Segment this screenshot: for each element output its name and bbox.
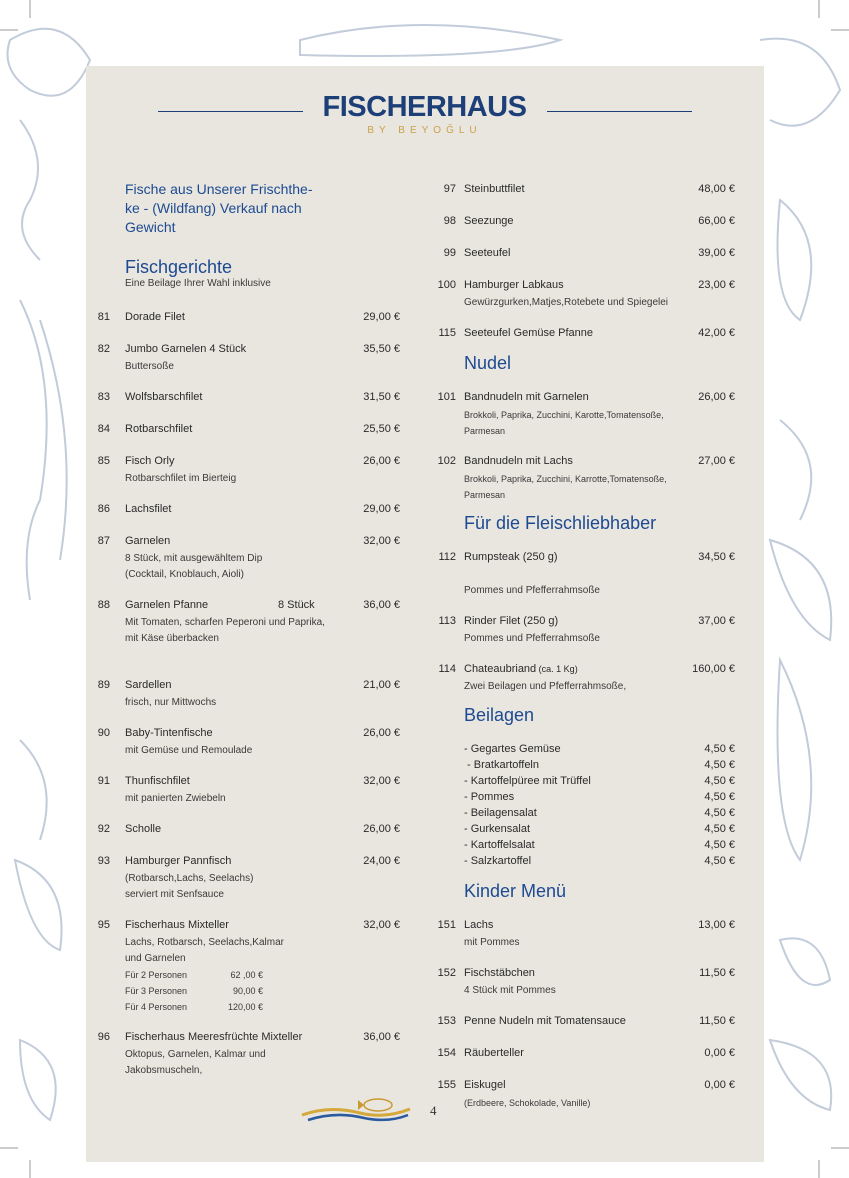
- intro-heading: Fische aus Unserer Frischthe- ke - (Wildfang) Verkauf nach Gewicht: [125, 181, 313, 235]
- item-number: 99: [443, 247, 456, 259]
- side-dish-price: 4,50 €: [704, 791, 735, 803]
- item-name: Bandnudeln mit Garnelen: [464, 391, 589, 403]
- item-description: mit Käse überbacken: [125, 633, 219, 644]
- item-description: Parmesan: [464, 490, 506, 500]
- item-description: Zwei Beilagen und Pfefferrahmsoße,: [464, 681, 627, 692]
- item-price: 26,00 €: [363, 727, 400, 739]
- side-dish-name: - Kartoffelpüree mit Trüffel: [464, 775, 591, 787]
- item-extra: 8 Stück: [278, 599, 315, 611]
- item-number: 114: [438, 663, 456, 675]
- item-name: Penne Nudeln mit Tomatensauce: [464, 1015, 626, 1027]
- item-name: Rumpsteak (250 g): [464, 551, 558, 563]
- item-number: 153: [437, 1015, 456, 1027]
- item-number: 112: [438, 551, 456, 563]
- item-description: Jakobsmuscheln,: [125, 1065, 203, 1076]
- item-name: Seezunge: [464, 215, 514, 227]
- section-title-fischgerichte: Fischgerichte: [125, 257, 233, 277]
- item-number: 92: [97, 823, 110, 835]
- brand-sub: BY BEYOĞLU: [367, 125, 482, 136]
- item-number: 151: [437, 919, 456, 931]
- item-name: Garnelen Pfanne: [125, 599, 209, 611]
- item-number: 96: [97, 1031, 110, 1043]
- item-name: Eiskugel: [464, 1079, 506, 1091]
- item-price: 32,00 €: [363, 535, 400, 547]
- item-price: 32,00 €: [363, 919, 400, 931]
- item-number: 81: [97, 311, 110, 323]
- item-description: (Rotbarsch,Lachs, Seelachs): [125, 873, 254, 884]
- item-number: 87: [97, 535, 110, 547]
- side-dish-price: 4,50 €: [704, 743, 735, 755]
- item-number: 86: [97, 503, 110, 515]
- item-price: 0,00 €: [704, 1047, 735, 1059]
- item-price: 23,00 €: [698, 279, 735, 291]
- side-dish-name: - Salzkartoffel: [464, 855, 532, 867]
- item-name: Jumbo Garnelen 4 Stück: [125, 343, 247, 355]
- item-name: Seeteufel: [464, 247, 511, 259]
- item-number: 113: [438, 615, 456, 627]
- item-name: Thunfischfilet: [125, 775, 190, 787]
- item-description: Brokkoli, Paprika, Zucchini, Karotte,Tomatensoße,: [464, 410, 664, 420]
- item-number: 89: [97, 679, 110, 691]
- section-title-fleisch: Für die Fleischliebhaber: [464, 513, 657, 533]
- item-price: 11,50 €: [699, 1015, 735, 1027]
- item-number: 90: [97, 727, 110, 739]
- item-price: 35,50 €: [363, 343, 400, 355]
- item-name: Sardellen: [125, 679, 172, 691]
- item-description: Gewürzgurken,Matjes,Rotebete und Spiegelei: [464, 297, 669, 308]
- item-price: 39,00 €: [698, 247, 735, 259]
- item-description: Lachs, Rotbarsch, Seelachs,Kalmar: [125, 937, 284, 948]
- page-number: 4: [430, 1103, 437, 1118]
- item-price: 26,00 €: [363, 823, 400, 835]
- side-dish-price: 4,50 €: [704, 823, 735, 835]
- item-price: 24,00 €: [363, 855, 400, 867]
- wave-fish-logo-icon: [300, 1095, 412, 1125]
- item-description: und Garnelen: [125, 953, 186, 964]
- item-description: Buttersoße: [125, 361, 174, 372]
- item-description: frisch, nur Mittwochs: [125, 697, 217, 708]
- item-number: 98: [443, 215, 456, 227]
- item-name: Lachsfilet: [125, 503, 172, 515]
- item-price: 31,50 €: [363, 391, 400, 403]
- item-number: 101: [437, 391, 456, 403]
- item-name: Fischerhaus Meeresfrüchte Mixteller: [125, 1031, 303, 1043]
- side-dish-name: - Kartoffelsalat: [464, 839, 535, 851]
- item-number: 93: [97, 855, 110, 867]
- item-name: Rotbarschfilet: [125, 423, 193, 435]
- item-name: Chateaubriand (ca. 1 Kg): [464, 663, 578, 675]
- item-price: 26,00 €: [363, 455, 400, 467]
- item-description: Pommes und Pfefferrahmsoße: [464, 633, 600, 644]
- section-title-kinder: Kinder Menü: [464, 881, 567, 901]
- side-dish-price: 4,50 €: [704, 775, 735, 787]
- item-price: 11,50 €: [699, 967, 735, 979]
- item-number: 155: [437, 1079, 456, 1091]
- item-price: 48,00 €: [698, 183, 735, 195]
- brand-header: [0, 92, 849, 136]
- side-dish-price: 4,50 €: [704, 855, 735, 867]
- item-description: Rotbarschfilet im Bierteig: [125, 473, 237, 484]
- item-price: 21,00 €: [363, 679, 400, 691]
- person-option-label: Für 2 Personen: [125, 970, 188, 980]
- item-number: 115: [438, 327, 456, 339]
- person-option-price: 120,00 €: [227, 1002, 263, 1012]
- item-description: Mit Tomaten, scharfen Peperoni und Paprika,: [125, 617, 325, 628]
- item-description: (Cocktail, Knoblauch, Aioli): [125, 569, 244, 580]
- item-price: 66,00 €: [698, 215, 735, 227]
- item-description: Parmesan: [464, 426, 506, 436]
- item-name: Hamburger Labkaus: [464, 279, 564, 291]
- item-name: Räuberteller: [464, 1047, 524, 1059]
- side-dish-name: - Gegartes Gemüse: [464, 743, 561, 755]
- item-price: 36,00 €: [363, 1031, 400, 1043]
- item-description: serviert mit Senfsauce: [125, 889, 224, 900]
- item-number: 84: [97, 423, 110, 435]
- side-dish-price: 4,50 €: [704, 759, 735, 771]
- item-description: 4 Stück mit Pommes: [464, 985, 556, 996]
- item-description: mit Gemüse und Remoulade: [125, 745, 253, 756]
- item-name: Dorade Filet: [125, 311, 185, 323]
- item-description: 8 Stück, mit ausgewähltem Dip: [125, 553, 263, 564]
- item-price: 29,00 €: [363, 311, 400, 323]
- item-price: 34,50 €: [698, 551, 735, 563]
- item-number: 154: [437, 1047, 456, 1059]
- item-name: Fischerhaus Mixteller: [125, 919, 229, 931]
- item-name: Fisch Orly: [125, 455, 175, 467]
- side-dish-name: - Pommes: [464, 791, 515, 803]
- item-price: 36,00 €: [363, 599, 400, 611]
- item-name: Garnelen: [125, 535, 171, 547]
- item-description: Pommes und Pfefferrahmsoße: [464, 585, 600, 596]
- item-number: 85: [97, 455, 110, 467]
- side-dish-name: - Gurkensalat: [464, 823, 531, 835]
- side-dish-name: - Beilagensalat: [464, 807, 537, 819]
- item-number: 152: [437, 967, 456, 979]
- item-number: 83: [97, 391, 110, 403]
- item-number: 95: [97, 919, 110, 931]
- item-price: 0,00 €: [704, 1079, 735, 1091]
- item-price: 37,00 €: [698, 615, 735, 627]
- item-number: 91: [97, 775, 110, 787]
- person-option-price: 62 ,00 €: [230, 970, 263, 980]
- item-price: 32,00 €: [363, 775, 400, 787]
- item-note: (ca. 1 Kg): [536, 664, 578, 674]
- item-number: 102: [437, 455, 456, 467]
- item-description: (Erdbeere, Schokolade, Vanille): [464, 1098, 591, 1108]
- item-name: Fischstäbchen: [464, 967, 535, 979]
- item-description: Brokkoli, Paprika, Zucchini, Karrotte,Tomatensoße,: [464, 474, 667, 484]
- item-number: 88: [97, 599, 110, 611]
- person-option-price: 90,00 €: [232, 986, 263, 996]
- item-description: Oktopus, Garnelen, Kalmar und: [125, 1049, 266, 1060]
- person-option-label: Für 4 Personen: [125, 1002, 188, 1012]
- item-name: Baby-Tintenfische: [125, 727, 213, 739]
- item-price: 26,00 €: [698, 391, 735, 403]
- item-number: 82: [97, 343, 110, 355]
- item-number: 100: [437, 279, 456, 291]
- item-number: 97: [443, 183, 456, 195]
- item-price: 160,00 €: [692, 663, 735, 675]
- person-option-label: Für 3 Personen: [125, 986, 188, 996]
- brand-logo: FISCHERHAUS: [322, 91, 527, 123]
- item-description: mit Pommes: [464, 937, 520, 948]
- item-name: Hamburger Pannfisch: [125, 855, 232, 867]
- item-name: Wolfsbarschfilet: [125, 391, 203, 403]
- section-title-beilagen: Beilagen: [464, 705, 535, 725]
- side-dish-price: 4,50 €: [704, 807, 735, 819]
- item-description: mit panierten Zwiebeln: [125, 793, 226, 804]
- item-name: Scholle: [125, 823, 162, 835]
- item-price: 13,00 €: [698, 919, 735, 931]
- item-name: Rinder Filet (250 g): [464, 615, 559, 627]
- section-note: Eine Beilage Ihrer Wahl inklusive: [125, 278, 271, 289]
- item-price: 27,00 €: [698, 455, 735, 467]
- item-name: Lachs: [464, 919, 494, 931]
- item-name: Bandnudeln mit Lachs: [464, 455, 573, 467]
- section-title-nudel: Nudel: [464, 353, 512, 373]
- side-dish-price: 4,50 €: [704, 839, 735, 851]
- item-price: 25,50 €: [363, 423, 400, 435]
- side-dish-name: - Bratkartoffeln: [464, 759, 539, 771]
- item-price: 42,00 €: [698, 327, 735, 339]
- item-name: Seeteufel Gemüse Pfanne: [464, 327, 594, 339]
- item-name: Steinbuttfilet: [464, 183, 525, 195]
- item-price: 29,00 €: [363, 503, 400, 515]
